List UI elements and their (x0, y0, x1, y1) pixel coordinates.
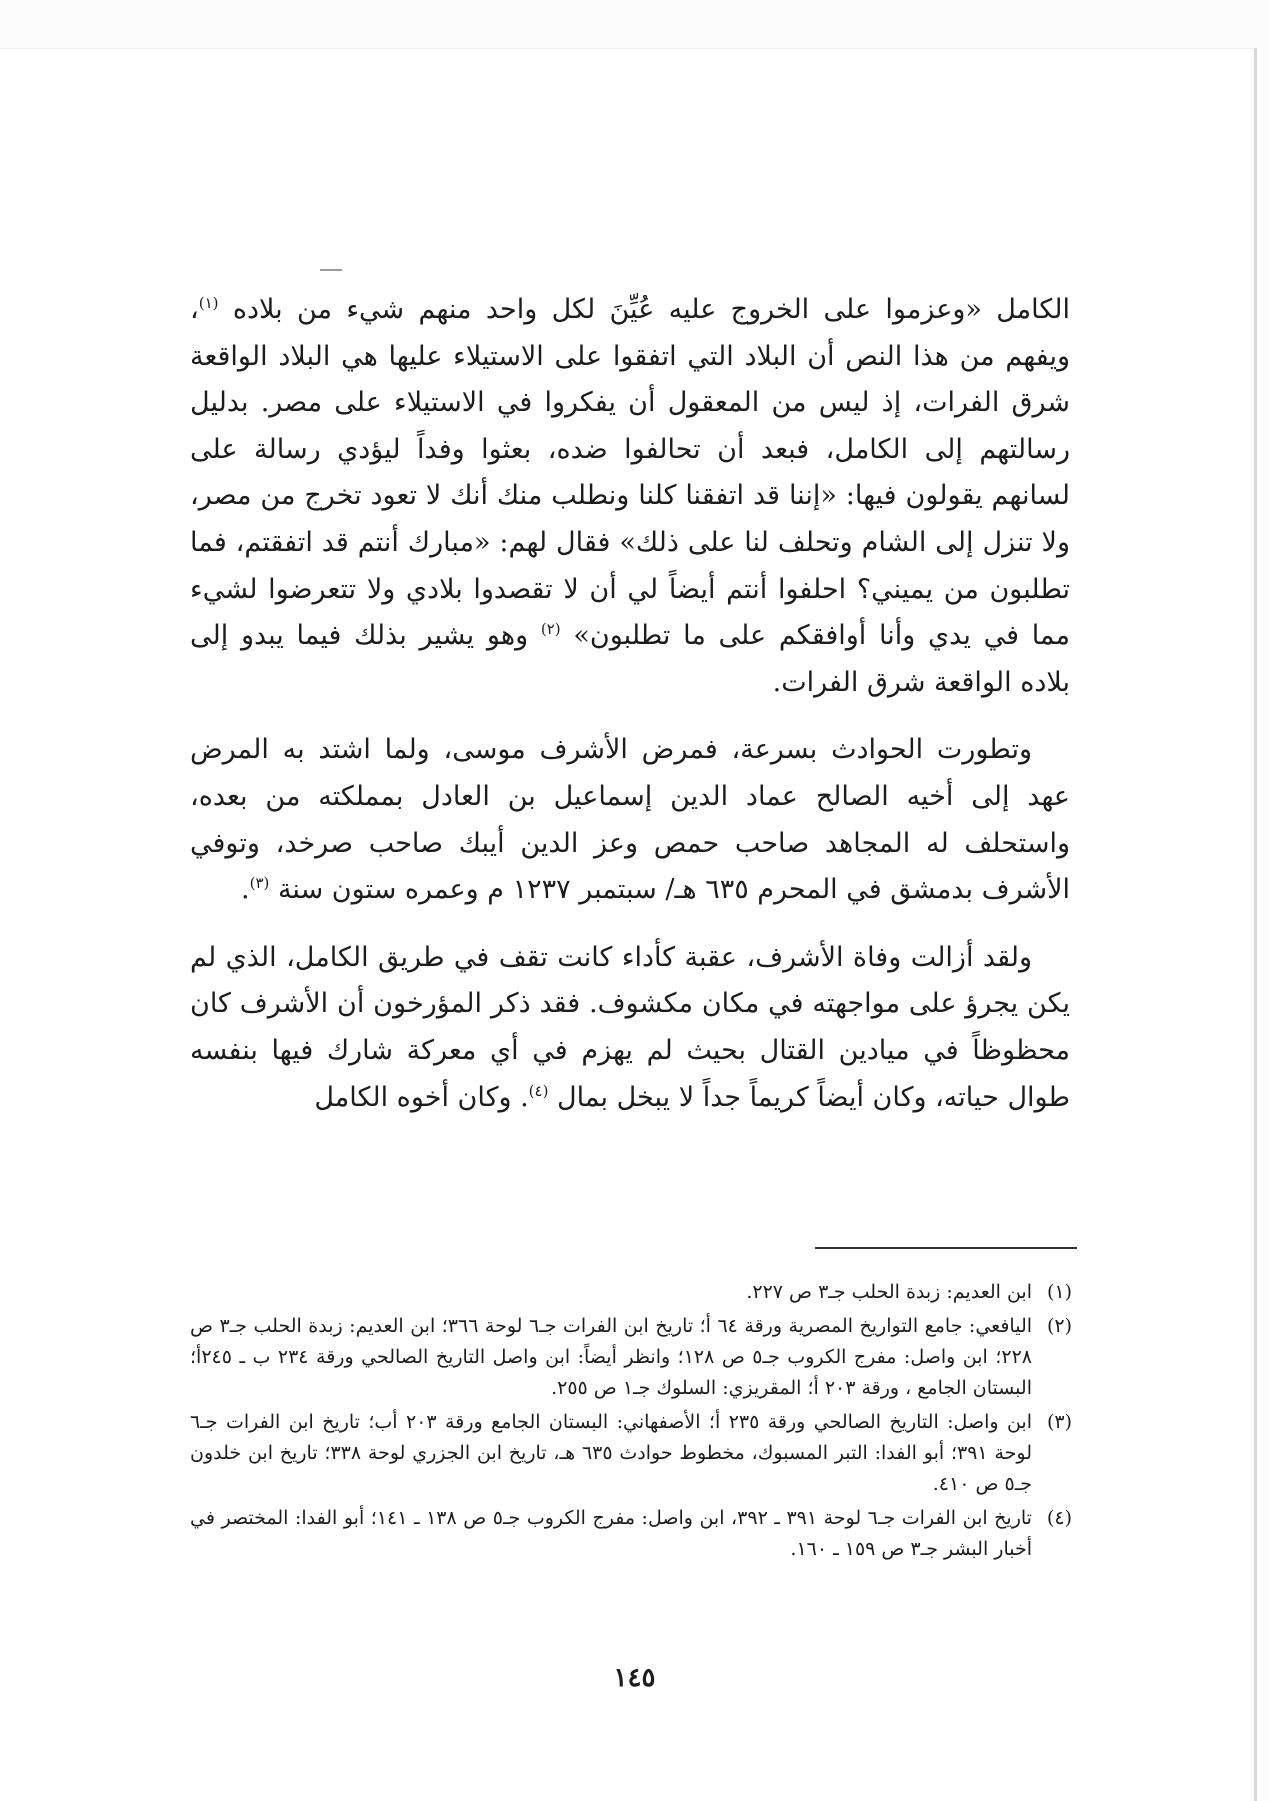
footnote-separator (815, 1247, 1077, 1249)
footnote-number: (٢) (1046, 1315, 1073, 1337)
body-text (190, 287, 1070, 1121)
paragraph-text: الكامل «وعزموا على الخروج عليه عُيِّنَ لكل واحد منهم شيء من بلاده (218, 294, 1070, 325)
paragraph-text: وهو يشير بذلك فيما يبدو إلى بلاده الواقعة شرق الفرات. (190, 620, 1070, 698)
footnote-ref-4[interactable]: (٤) (528, 1081, 549, 1100)
paragraph-text: ولقد أزالت وفاة الأشرف، عقبة كأداء كانت تقف في طريق الكامل، الذي لم يكن يجرؤ على مواجهته في مكان مكشوف. فقد ذكر المؤرخون أن الأشرف كان محظوظاً في ميادين القتال بحيث لم يهزم في أي معركة شارك فيها بنفسه طوال حياته، وكان أيضاً كريماً جداً لا يبخل بمال (190, 941, 1070, 1113)
paragraph-text: وتطورت الحوادث بسرعة، فمرض الأشرف موسى، ولما اشتد به المرض عهد إلى أخيه الصالح عماد الدين إسماعيل بن العادل بمملكته من بعده، واستحلف له المجاهد صاحب حمص وعز الدين أيبك صاحب صرخد، وتوفي الأشرف بدمشق في المحرم ٦٣٥ هـ/ سبتمبر ١٢٣٧ م وعمره ستون سنة (190, 734, 1070, 906)
footnote-ref-1[interactable]: (١) (198, 294, 219, 312)
footnote-1 (190, 1277, 1072, 1308)
footnote-3 (190, 1407, 1072, 1500)
paragraph-text: . (240, 874, 250, 906)
scanned-page (0, 48, 1257, 1801)
footnote-4 (190, 1503, 1072, 1565)
footnotes (190, 1277, 1072, 1568)
footnote-text: تاريخ ابن الفرات جـ٦ لوحة ٣٩١ ـ ٣٩٢، ابن واصل: مفرج الكروب جـ٥ ص ١٣٨ ـ ١٤١؛ أبو الفدا: المختصر في أخبار البشر جـ٣ ص ١٥٩ ـ ١٦٠. (190, 1507, 1032, 1560)
footnote-2 (190, 1311, 1072, 1404)
footnote-number: (٤) (1046, 1507, 1072, 1529)
paragraph-2 (190, 727, 1070, 913)
footnote-text: اليافعي: جامع التواريخ المصرية ورقة ٦٤ أ؛ تاريخ ابن الفرات جـ٦ لوحة ٣٦٦؛ ابن العديم: زبدة الحلب جـ٣ ص ٢٢٨؛ ابن واصل: مفرج الكروب جـ٥ ص ١٢٨؛ وانظر أيضاً: ابن واصل التاريخ الصالحي ورقة ٢٣٤ ب ـ ٢٤٥أ؛ البستان الجامع ، ورقة ٢٠٣ أ؛ المقريزي: السلوك جـ١ ص ٢٥٥. (190, 1315, 1033, 1399)
header-dash-mark (320, 269, 342, 271)
footnote-text: ابن العديم: زبدة الحلب جـ٣ ص ٢٢٧. (746, 1281, 1032, 1303)
paragraph-1 (190, 287, 1070, 706)
paragraph-text: . وكان أخوه الكامل (314, 1081, 529, 1113)
footnote-text: ابن واصل: التاريخ الصالحي ورقة ٢٣٥ أ؛ الأصفهاني: البستان الجامع ورقة ٢٠٣ أب؛ تاريخ ابن الفرات جـ٦ لوحة ٣٩١؛ أبو الفدا: التبر المسبوك، مخطوط حوادث ٦٣٥ هـ، تاريخ ابن الجزري لوحة ٣٣٨؛ تاريخ ابن خلدون جـ٥ ص ٤١٠. (190, 1411, 1032, 1495)
footnote-number: (١) (1046, 1281, 1072, 1303)
page-number: ١٤٥ (613, 1663, 656, 1693)
paragraph-text: ، ويفهم من هذا النص أن البلاد التي اتفقوا على الاستيلاء عليها هي البلاد الواقعة شرق الفرات، إذ ليس من المعقول أن يفكروا في الاستيلاء على مصر. بدليل رسالتهم إلى الكامل، فبعد أن تحالفوا ضده، بعثوا وفداً ليؤدي رسالة على لسانهم يقولون فيها: «إننا قد اتفقنا كلنا ونطلب منك أنك لا تعود تخرج من مصر، ولا تنزل إلى الشام وتحلف لنا على ذلك» فقال لهم: «مبارك أنتم قد اتفقتم، فما تطلبون من يميني؟ احلفوا أنتم أيضاً لي أن لا تقصدوا بلادي ولا تتعرضوا لشيء مما في يدي وأنا أوافقكم على ما تطلبون» (190, 294, 1071, 652)
footnote-number: (٣) (1046, 1411, 1072, 1433)
footnote-ref-2[interactable]: (٢) (540, 620, 561, 639)
paragraph-3 (190, 935, 1070, 1121)
footnote-ref-3[interactable]: (٣) (249, 874, 270, 893)
